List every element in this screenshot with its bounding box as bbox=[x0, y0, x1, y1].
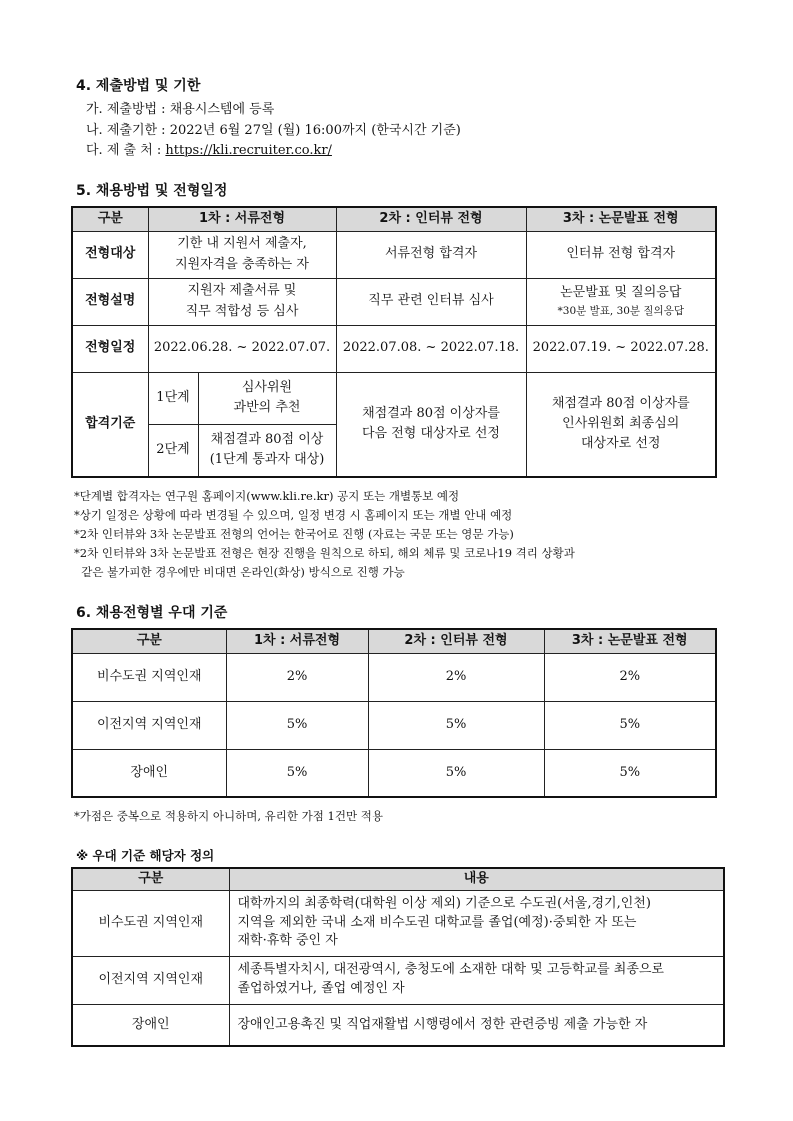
row-label-target: 전형대상 bbox=[72, 231, 148, 278]
submit-location-line bbox=[86, 139, 332, 158]
desc-stage3-main: 논문발표 및 질의응답 bbox=[560, 285, 682, 301]
schedule-stage2: 2022.07.08. ~ 2022.07.18. bbox=[336, 325, 526, 372]
pref-stage2: 5% bbox=[368, 749, 544, 797]
selection-schedule-table bbox=[71, 206, 717, 478]
criteria-step2-label: 2단계 bbox=[148, 424, 198, 477]
row-label-desc: 전형설명 bbox=[72, 278, 148, 325]
note-line: *2차 인터뷰와 3차 논문발표 전형은 현장 진행을 원칙으로 하되, 해외 체류 및 코로나19 격리 상황과 bbox=[74, 546, 575, 560]
table-row bbox=[72, 701, 716, 749]
table-row bbox=[72, 278, 716, 325]
desc-stage3-note: *30분 발표, 30분 질의응답 bbox=[557, 305, 684, 318]
table-row bbox=[72, 749, 716, 797]
criteria-step2-text: 채점결과 80점 이상 (1단계 통과자 대상) bbox=[198, 424, 336, 477]
desc-stage1: 지원자 제출서류 및 직무 적합성 등 심사 bbox=[148, 278, 336, 325]
section-5-title: 5. 채용방법 및 전형일정 bbox=[76, 183, 228, 199]
header-category: 구분 bbox=[72, 629, 226, 653]
table-row bbox=[72, 653, 716, 701]
note-line: 같은 불가피한 경우에만 비대면 온라인(화상) 방식으로 진행 가능 bbox=[74, 565, 405, 579]
table-header-row bbox=[72, 629, 716, 653]
pref-label: 이전지역 지역인재 bbox=[72, 701, 226, 749]
def-label: 비수도권 지역인재 bbox=[72, 890, 229, 956]
pref-stage1: 2% bbox=[226, 653, 368, 701]
table-row bbox=[72, 325, 716, 372]
def-content: 장애인고용촉진 및 직업재활법 시행령에서 정한 관련증빙 제출 가능한 자 bbox=[229, 1004, 724, 1046]
preference-note: *가점은 중복으로 적용하지 아니하며, 유리한 가점 1건만 적용 bbox=[74, 809, 383, 823]
criteria-step1-label: 1단계 bbox=[148, 372, 198, 424]
desc-stage2: 직무 관련 인터뷰 심사 bbox=[336, 278, 526, 325]
pref-stage1: 5% bbox=[226, 749, 368, 797]
target-stage2: 서류전형 합격자 bbox=[336, 231, 526, 278]
target-stage1: 기한 내 지원서 제출자, 지원자격을 충족하는 자 bbox=[148, 231, 336, 278]
row-label-criteria: 합격기준 bbox=[72, 372, 148, 477]
note-line: *상기 일정은 상황에 따라 변경될 수 있으며, 일정 변경 시 홈페이지 또는 개별 안내 예정 bbox=[74, 508, 513, 522]
submit-method-line: 가. 제출방법 : 채용시스템에 등록 bbox=[86, 102, 275, 117]
criteria-stage3: 채점결과 80점 이상자를 인사위원회 최종심의 대상자로 선정 bbox=[526, 372, 716, 477]
table-header-row bbox=[72, 868, 724, 890]
pref-stage2: 2% bbox=[368, 653, 544, 701]
note-line: *2차 인터뷰와 3차 논문발표 전형의 언어는 한국어로 진행 (자료는 국문 또는 영문 가능) bbox=[74, 527, 514, 541]
def-label: 장애인 bbox=[72, 1004, 229, 1046]
header-stage3: 3차 : 논문발표 전형 bbox=[526, 207, 716, 231]
pref-stage1: 5% bbox=[226, 701, 368, 749]
header-stage2: 2차 : 인터뷰 전형 bbox=[368, 629, 544, 653]
pref-stage3: 5% bbox=[544, 749, 716, 797]
criteria-step1-text: 심사위원 과반의 추천 bbox=[198, 372, 336, 424]
submit-deadline-line: 나. 제출기한 : 2022년 6월 27일 (월) 16:00까지 (한국시간 기준) bbox=[86, 123, 461, 138]
def-content: 세종특별자치시, 대전광역시, 충청도에 소재한 대학 및 고등학교를 최종으로 졸업하였거나, 졸업 예정인 자 bbox=[229, 956, 724, 1004]
header-stage3: 3차 : 논문발표 전형 bbox=[544, 629, 716, 653]
recruit-site-link[interactable]: https://kli.recruiter.co.kr/ bbox=[165, 143, 332, 158]
schedule-stage1: 2022.06.28. ~ 2022.07.07. bbox=[148, 325, 336, 372]
row-label-schedule: 전형일정 bbox=[72, 325, 148, 372]
pref-stage2: 5% bbox=[368, 701, 544, 749]
def-content: 대학까지의 최종학력(대학원 이상 제외) 기준으로 수도권(서울,경기,인천) 지역을 제외한 국내 소재 비수도권 대학교를 졸업(예정)·중퇴한 자 또는 재학·휴학 중인 자 bbox=[229, 890, 724, 956]
definitions-title: ※ 우대 기준 해당자 정의 bbox=[76, 848, 215, 863]
note-line: *단계별 합격자는 연구원 홈페이지(www.kli.re.kr) 공지 또는 개별통보 예정 bbox=[74, 489, 460, 503]
table-header-row bbox=[72, 207, 716, 231]
header-stage1: 1차 : 서류전형 bbox=[148, 207, 336, 231]
definitions-table bbox=[71, 867, 725, 1047]
schedule-stage3: 2022.07.19. ~ 2022.07.28. bbox=[526, 325, 716, 372]
target-stage3: 인터뷰 전형 합격자 bbox=[526, 231, 716, 278]
pref-label: 장애인 bbox=[72, 749, 226, 797]
pref-stage3: 2% bbox=[544, 653, 716, 701]
def-label: 이전지역 지역인재 bbox=[72, 956, 229, 1004]
table-row bbox=[72, 372, 716, 424]
header-stage2: 2차 : 인터뷰 전형 bbox=[336, 207, 526, 231]
pref-stage3: 5% bbox=[544, 701, 716, 749]
preference-table bbox=[71, 628, 717, 798]
header-category: 구분 bbox=[72, 868, 229, 890]
submit-location-label: 다. 제 출 처 : bbox=[86, 143, 166, 158]
table-row bbox=[72, 890, 724, 956]
table-row bbox=[72, 231, 716, 278]
section-6-title: 6. 채용전형별 우대 기준 bbox=[76, 605, 228, 621]
section-4-title: 4. 제출방법 및 기한 bbox=[76, 78, 201, 94]
criteria-stage2: 채점결과 80점 이상자를 다음 전형 대상자로 선정 bbox=[336, 372, 526, 477]
header-category: 구분 bbox=[72, 207, 148, 231]
table-row bbox=[72, 1004, 724, 1046]
desc-stage3 bbox=[526, 278, 716, 325]
pref-label: 비수도권 지역인재 bbox=[72, 653, 226, 701]
table-row bbox=[72, 956, 724, 1004]
header-content: 내용 bbox=[229, 868, 724, 890]
header-stage1: 1차 : 서류전형 bbox=[226, 629, 368, 653]
